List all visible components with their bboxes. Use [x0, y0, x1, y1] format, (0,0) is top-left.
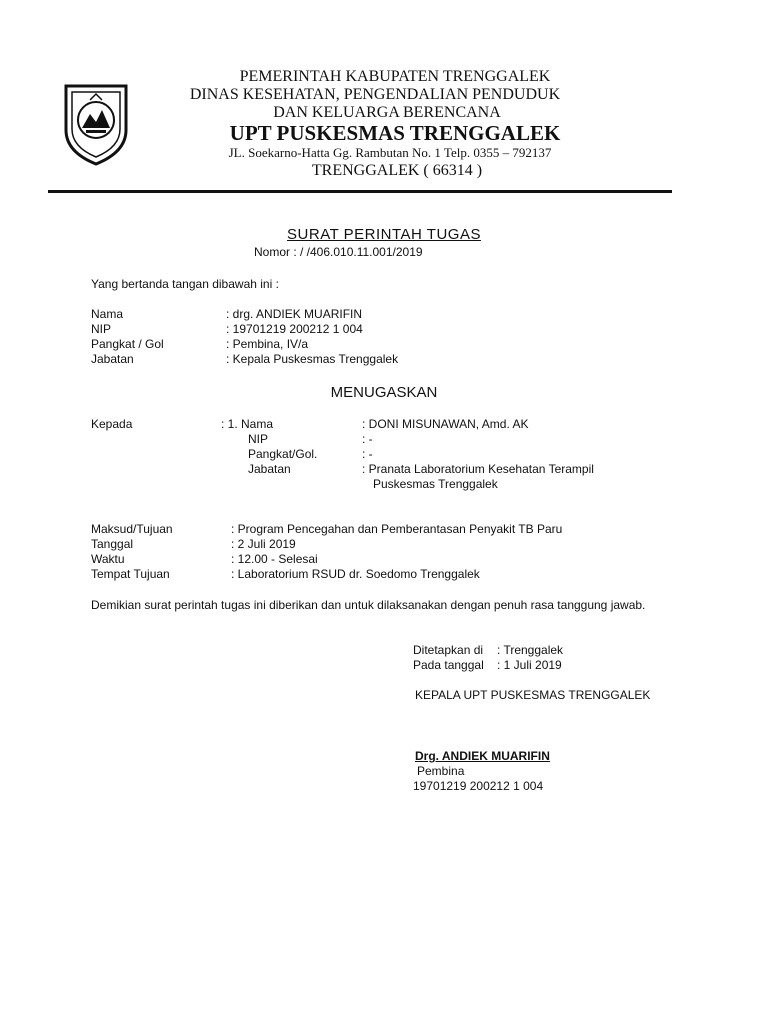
sign-name: Drg. ANDIEK MUARIFIN: [415, 749, 550, 763]
closing-text: Demikian surat perintah tugas ini diberikan dan untuk dilaksanakan dengan penuh rasa tanggung jawab.: [91, 598, 646, 612]
assignee-value-jabatan: : Pranata Laboratorium Kesehatan Terampil: [362, 462, 594, 476]
assignee-name: : DONI MISUNAWAN, Amd. AK: [362, 417, 529, 431]
signer-value-jabatan: : Kepala Puskesmas Trenggalek: [226, 352, 399, 366]
header-line-3: DAN KELUARGA BERENCANA: [273, 104, 501, 121]
sign-place-label: Ditetapkan di: [413, 643, 484, 657]
letter-number: Nomor : / /406.010.11.001/2019: [254, 245, 423, 259]
purpose-value-waktu: : 12.00 - Selesai: [231, 552, 318, 566]
section-title: MENUGASKAN: [330, 384, 438, 401]
assignee-label-nip: NIP: [248, 432, 269, 446]
signer-value-nama: : drg. ANDIEK MUARIFIN: [226, 307, 363, 321]
header-address: JL. Soekarno-Hatta Gg. Rambutan No. 1 Telp. 0355 – 792137: [228, 145, 552, 160]
purpose-label-maksud: Maksud/Tujuan: [91, 522, 173, 536]
assignee-value-pangkat: : -: [362, 447, 373, 461]
header-line-2: DINAS KESEHATAN, PENGENDALIAN PENDUDUK: [189, 86, 561, 103]
purpose-value-maksud: : Program Pencegahan dan Pemberantasan Penyakit TB Paru: [231, 522, 563, 536]
letter-title: SURAT PERINTAH TUGAS: [287, 226, 481, 243]
kepada-label: Kepada: [91, 417, 133, 431]
intro-text: Yang bertanda tangan dibawah ini :: [91, 277, 279, 291]
header-city: TRENGGALEK ( 66314 ): [311, 162, 483, 179]
sign-date-value: : 1 Juli 2019: [497, 658, 562, 672]
signer-label-pangkat: Pangkat / Gol: [91, 337, 164, 351]
purpose-label-tanggal: Tanggal: [91, 537, 134, 551]
assignee-label-jabatan: Jabatan: [248, 462, 291, 476]
sign-rank: Pembina: [417, 764, 465, 778]
signer-value-nip: : 19701219 200212 1 004: [226, 322, 363, 336]
signer-label-jabatan: Jabatan: [91, 352, 134, 366]
sign-nip: 19701219 200212 1 004: [413, 779, 544, 793]
signer-label-nama: Nama: [91, 307, 124, 321]
signer-label-nip: NIP: [91, 322, 112, 336]
header-line-1: PEMERINTAH KABUPATEN TRENGGALEK: [239, 68, 551, 85]
sign-office: KEPALA UPT PUSKESMAS TRENGGALEK: [415, 688, 651, 702]
header-office-name: UPT PUSKESMAS TRENGGALEK: [229, 121, 561, 145]
sign-place-value: : Trenggalek: [497, 643, 564, 657]
assignee-value-nip: : -: [362, 432, 373, 446]
sign-date-label: Pada tanggal: [413, 658, 484, 672]
signer-value-pangkat: : Pembina, IV/a: [226, 337, 309, 351]
assignee-jabatan-cont: Puskesmas Trenggalek: [373, 477, 498, 491]
assignee-label-pangkat: Pangkat/Gol.: [248, 447, 318, 461]
purpose-value-tanggal: : 2 Juli 2019: [231, 537, 296, 551]
purpose-label-waktu: Waktu: [91, 552, 125, 566]
header-rule: [48, 190, 672, 193]
purpose-value-tempat: : Laboratorium RSUD dr. Soedomo Trenggalek: [231, 567, 480, 581]
purpose-label-tempat: Tempat Tujuan: [91, 567, 170, 581]
kepada-nama-label: : 1. Nama: [221, 417, 274, 431]
